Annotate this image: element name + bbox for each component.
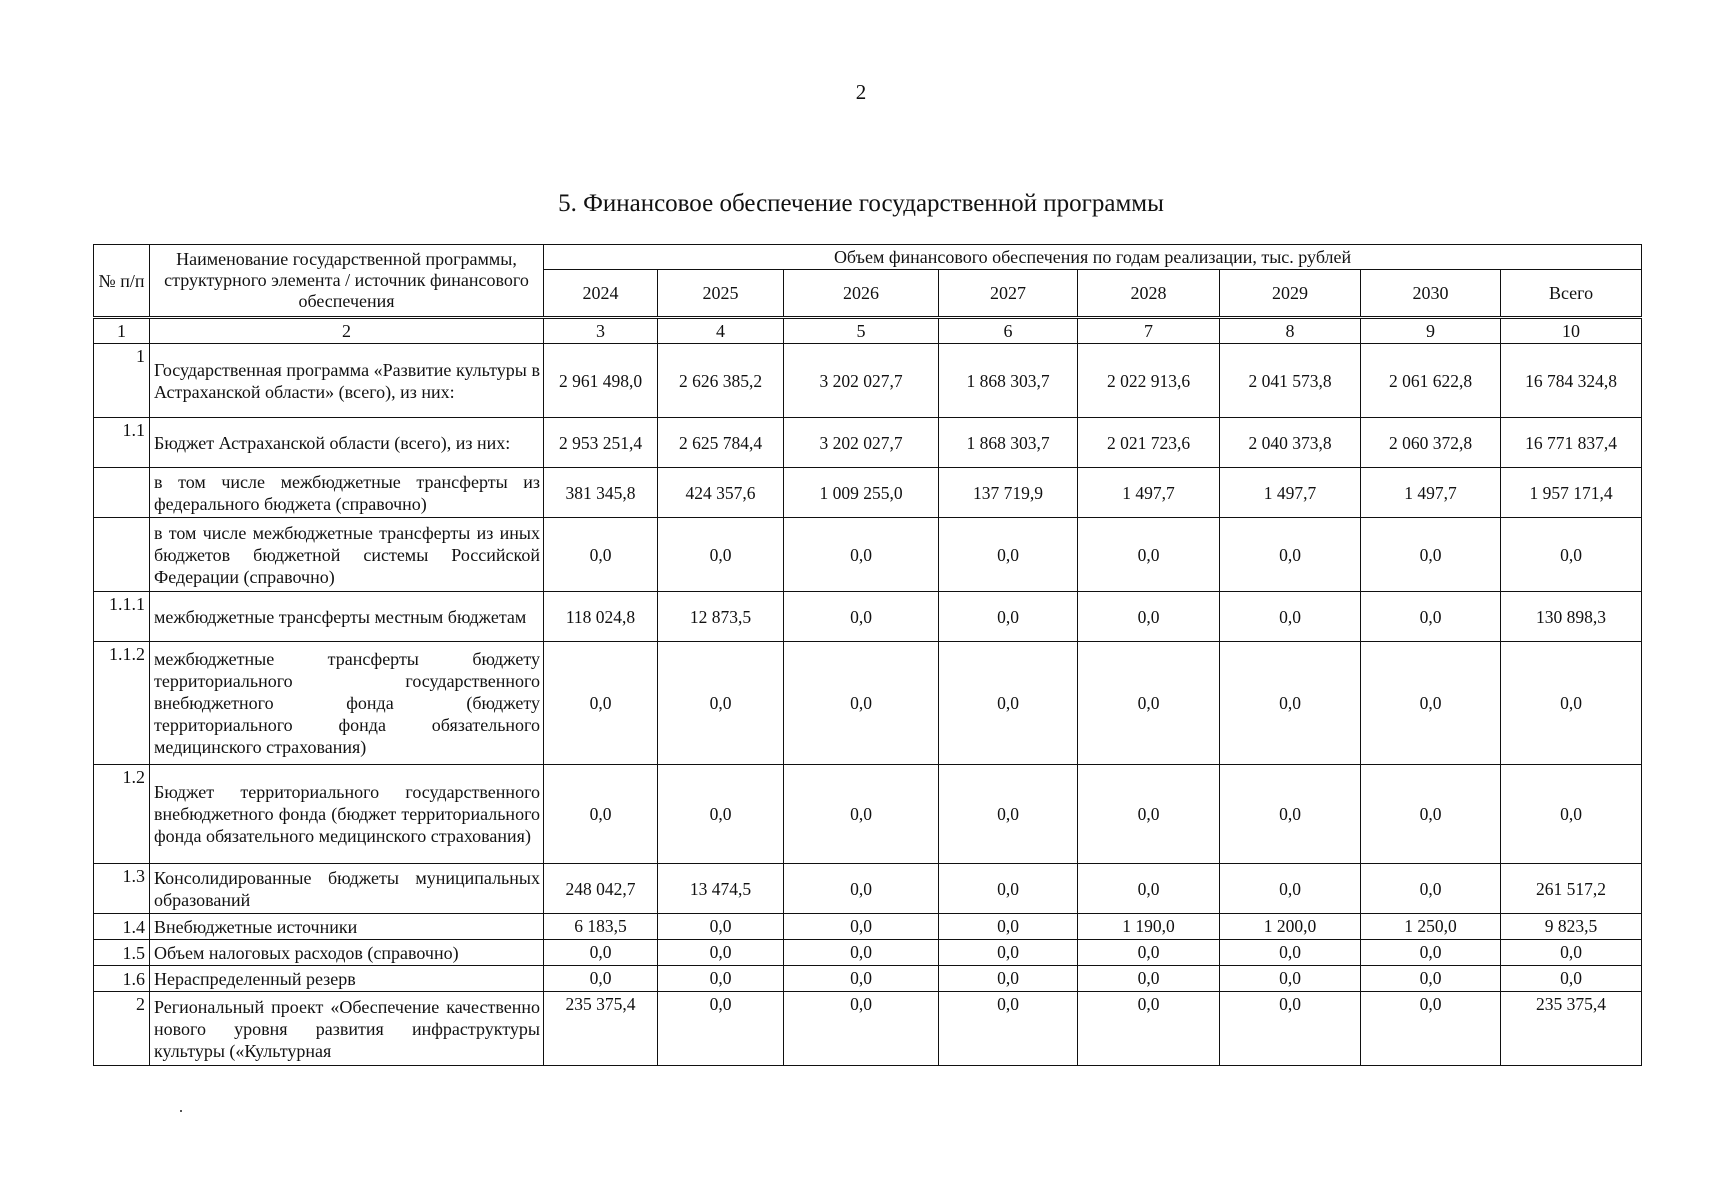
row-name: Бюджет территориального государственного внебюджетного фонда (бюджет территориального фонда обязательного медицинского страхования) <box>150 765 544 864</box>
value-cell: 0,0 <box>1220 992 1361 1066</box>
header-group: Объем финансового обеспечения по годам реализации, тыс. рублей <box>544 245 1642 270</box>
value-cell: 1 200,0 <box>1220 914 1361 940</box>
section-title: 5. Финансовое обеспечение государственной программы <box>558 190 1164 217</box>
financing-table-container <box>93 244 1641 1066</box>
value-cell: 2 041 573,8 <box>1220 344 1361 418</box>
value-cell: 0,0 <box>658 992 784 1066</box>
header-row-1 <box>94 245 1642 270</box>
row-number: 1.1.2 <box>94 642 150 765</box>
header-year: 2026 <box>784 270 939 318</box>
value-cell: 2 626 385,2 <box>658 344 784 418</box>
column-number: 9 <box>1361 318 1501 344</box>
header-year: 2024 <box>544 270 658 318</box>
value-cell: 424 357,6 <box>658 468 784 518</box>
table-row <box>94 966 1642 992</box>
total-cell: 0,0 <box>1501 642 1642 765</box>
value-cell: 0,0 <box>544 642 658 765</box>
table-row <box>94 642 1642 765</box>
value-cell: 0,0 <box>1361 518 1501 592</box>
table-row <box>94 418 1642 468</box>
value-cell: 0,0 <box>784 765 939 864</box>
row-number <box>94 518 150 592</box>
value-cell: 0,0 <box>939 992 1078 1066</box>
scan-speck <box>180 1110 182 1112</box>
row-number <box>94 468 150 518</box>
table-row <box>94 765 1642 864</box>
value-cell: 0,0 <box>1361 864 1501 914</box>
value-cell: 1 868 303,7 <box>939 418 1078 468</box>
value-cell: 118 024,8 <box>544 592 658 642</box>
row-number: 1.4 <box>94 914 150 940</box>
row-number: 1.6 <box>94 966 150 992</box>
total-cell: 235 375,4 <box>1501 992 1642 1066</box>
total-cell: 0,0 <box>1501 966 1642 992</box>
column-number: 6 <box>939 318 1078 344</box>
total-cell: 130 898,3 <box>1501 592 1642 642</box>
table-row <box>94 344 1642 418</box>
value-cell: 0,0 <box>1220 940 1361 966</box>
value-cell: 0,0 <box>544 966 658 992</box>
column-number: 7 <box>1078 318 1220 344</box>
value-cell: 0,0 <box>939 765 1078 864</box>
page-number: 2 <box>855 80 867 104</box>
value-cell: 0,0 <box>1220 592 1361 642</box>
value-cell: 0,0 <box>544 518 658 592</box>
value-cell: 0,0 <box>1078 592 1220 642</box>
value-cell: 0,0 <box>1078 966 1220 992</box>
table-row <box>94 592 1642 642</box>
value-cell: 1 250,0 <box>1361 914 1501 940</box>
value-cell: 235 375,4 <box>544 992 658 1066</box>
value-cell: 1 009 255,0 <box>784 468 939 518</box>
total-cell: 0,0 <box>1501 940 1642 966</box>
value-cell: 2 040 373,8 <box>1220 418 1361 468</box>
value-cell: 0,0 <box>658 642 784 765</box>
value-cell: 381 345,8 <box>544 468 658 518</box>
value-cell: 0,0 <box>939 518 1078 592</box>
row-number: 1.2 <box>94 765 150 864</box>
value-cell: 0,0 <box>658 914 784 940</box>
row-name: Бюджет Астраханской области (всего), из них: <box>150 418 544 468</box>
header-num: № п/п <box>94 245 150 318</box>
value-cell: 0,0 <box>784 642 939 765</box>
value-cell: 0,0 <box>784 864 939 914</box>
value-cell: 3 202 027,7 <box>784 344 939 418</box>
header-year: 2030 <box>1361 270 1501 318</box>
row-number: 1 <box>94 344 150 418</box>
value-cell: 1 190,0 <box>1078 914 1220 940</box>
header-year: 2028 <box>1078 270 1220 318</box>
value-cell: 0,0 <box>784 914 939 940</box>
value-cell: 0,0 <box>1078 940 1220 966</box>
header-year: 2029 <box>1220 270 1361 318</box>
header-name: Наименование государственной программы, структурного элемента / источник финансового обеспечения <box>150 245 544 318</box>
row-number: 1.3 <box>94 864 150 914</box>
table-row <box>94 992 1642 1066</box>
column-number: 8 <box>1220 318 1361 344</box>
value-cell: 137 719,9 <box>939 468 1078 518</box>
value-cell: 3 202 027,7 <box>784 418 939 468</box>
value-cell: 0,0 <box>939 966 1078 992</box>
column-number: 2 <box>150 318 544 344</box>
value-cell: 0,0 <box>1220 765 1361 864</box>
value-cell: 0,0 <box>544 765 658 864</box>
value-cell: 0,0 <box>1361 592 1501 642</box>
row-name: Региональный проект «Обеспечение качественно нового уровня развития инфраструктуры культуры («Культурная <box>150 992 544 1066</box>
value-cell: 1 497,7 <box>1361 468 1501 518</box>
value-cell: 2 961 498,0 <box>544 344 658 418</box>
row-name: Государственная программа «Развитие культуры в Астраханской области» (всего), из них: <box>150 344 544 418</box>
value-cell: 0,0 <box>784 940 939 966</box>
value-cell: 13 474,5 <box>658 864 784 914</box>
value-cell: 0,0 <box>939 642 1078 765</box>
table-row <box>94 864 1642 914</box>
value-cell: 0,0 <box>1220 864 1361 914</box>
value-cell: 0,0 <box>658 940 784 966</box>
value-cell: 2 021 723,6 <box>1078 418 1220 468</box>
value-cell: 1 868 303,7 <box>939 344 1078 418</box>
value-cell: 0,0 <box>784 966 939 992</box>
header-year: 2025 <box>658 270 784 318</box>
value-cell: 0,0 <box>544 940 658 966</box>
table-row <box>94 940 1642 966</box>
value-cell: 0,0 <box>939 914 1078 940</box>
value-cell: 0,0 <box>1361 992 1501 1066</box>
column-number: 1 <box>94 318 150 344</box>
total-cell: 16 771 837,4 <box>1501 418 1642 468</box>
row-name: Объем налоговых расходов (справочно) <box>150 940 544 966</box>
value-cell: 6 183,5 <box>544 914 658 940</box>
row-name: межбюджетные трансферты местным бюджетам <box>150 592 544 642</box>
value-cell: 2 022 913,6 <box>1078 344 1220 418</box>
row-number: 1.5 <box>94 940 150 966</box>
value-cell: 2 625 784,4 <box>658 418 784 468</box>
value-cell: 2 061 622,8 <box>1361 344 1501 418</box>
value-cell: 0,0 <box>1361 642 1501 765</box>
total-cell: 16 784 324,8 <box>1501 344 1642 418</box>
value-cell: 0,0 <box>939 592 1078 642</box>
value-cell: 0,0 <box>1078 642 1220 765</box>
row-name: в том числе межбюджетные трансферты из федерального бюджета (справочно) <box>150 468 544 518</box>
column-number: 4 <box>658 318 784 344</box>
value-cell: 0,0 <box>1361 765 1501 864</box>
total-cell: 0,0 <box>1501 765 1642 864</box>
row-name: межбюджетные трансферты бюджету территориального государственного внебюджетного фонда (бюджету территориального фонда обязательного медицинского страхования) <box>150 642 544 765</box>
value-cell: 0,0 <box>939 940 1078 966</box>
value-cell: 0,0 <box>1220 642 1361 765</box>
value-cell: 2 953 251,4 <box>544 418 658 468</box>
column-number-row <box>94 318 1642 344</box>
total-cell: 1 957 171,4 <box>1501 468 1642 518</box>
total-cell: 261 517,2 <box>1501 864 1642 914</box>
row-name: Внебюджетные источники <box>150 914 544 940</box>
header-year: 2027 <box>939 270 1078 318</box>
value-cell: 0,0 <box>1078 518 1220 592</box>
column-number: 3 <box>544 318 658 344</box>
row-name: Нераспределенный резерв <box>150 966 544 992</box>
row-number: 2 <box>94 992 150 1066</box>
header-total: Всего <box>1501 270 1642 318</box>
value-cell: 0,0 <box>1220 518 1361 592</box>
table-row <box>94 518 1642 592</box>
value-cell: 0,0 <box>658 966 784 992</box>
value-cell: 0,0 <box>1361 940 1501 966</box>
total-cell: 9 823,5 <box>1501 914 1642 940</box>
value-cell: 0,0 <box>784 592 939 642</box>
value-cell: 0,0 <box>658 765 784 864</box>
row-number: 1.1 <box>94 418 150 468</box>
value-cell: 0,0 <box>939 864 1078 914</box>
row-number: 1.1.1 <box>94 592 150 642</box>
value-cell: 0,0 <box>1078 765 1220 864</box>
value-cell: 1 497,7 <box>1078 468 1220 518</box>
value-cell: 248 042,7 <box>544 864 658 914</box>
row-name: в том числе межбюджетные трансферты из иных бюджетов бюджетной системы Российской Федерации (справочно) <box>150 518 544 592</box>
financing-table <box>93 244 1642 1066</box>
value-cell: 0,0 <box>1078 992 1220 1066</box>
value-cell: 0,0 <box>1078 864 1220 914</box>
value-cell: 0,0 <box>784 518 939 592</box>
value-cell: 0,0 <box>1361 966 1501 992</box>
table-row <box>94 914 1642 940</box>
value-cell: 1 497,7 <box>1220 468 1361 518</box>
table-row <box>94 468 1642 518</box>
value-cell: 0,0 <box>784 992 939 1066</box>
value-cell: 0,0 <box>1220 966 1361 992</box>
value-cell: 12 873,5 <box>658 592 784 642</box>
value-cell: 2 060 372,8 <box>1361 418 1501 468</box>
total-cell: 0,0 <box>1501 518 1642 592</box>
row-name: Консолидированные бюджеты муниципальных образований <box>150 864 544 914</box>
column-number: 5 <box>784 318 939 344</box>
column-number: 10 <box>1501 318 1642 344</box>
value-cell: 0,0 <box>658 518 784 592</box>
